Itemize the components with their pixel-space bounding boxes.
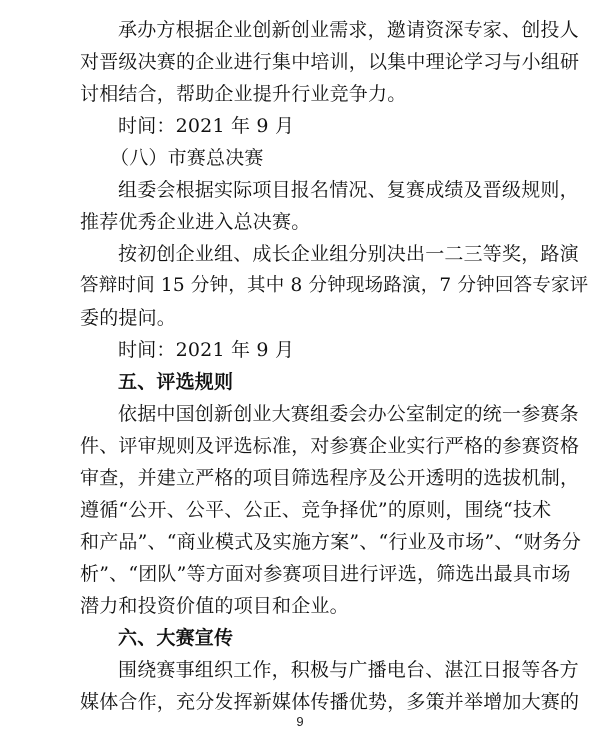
paragraph-line: 围绕赛事组织工作，积极与广播电台、湛江日报等各方 <box>118 659 579 681</box>
paragraph-line: 组委会根据实际项目报名情况、复赛成绩及晋级规则， <box>118 179 579 201</box>
paragraph-line: 答辩时间 15 分钟，其中 8 分钟现场路演，7 分钟回答专家评 <box>80 275 589 296</box>
paragraph-line: 对晋级决赛的企业进行集中培训，以集中理论学习与小组研 <box>80 51 580 73</box>
paragraph-line: 依据中国创新创业大赛组委会办公室制定的统一参赛条 <box>118 403 579 425</box>
paragraph-line: 承办方根据企业创新创业需求，邀请资深专家、创投人 <box>118 19 579 41</box>
paragraph-line: 按初创企业组、成长企业组分别决出一二三等奖，路演 <box>118 243 579 265</box>
paragraph-line: 推荐优秀企业进入总决赛。 <box>80 211 311 233</box>
date-line: 时间：2021 年 9 月 <box>118 339 295 361</box>
paragraph-line: 遵循“公开、公平、公正、竞争择优”的原则，围绕“技术 <box>80 499 552 521</box>
paragraph-line: 析”、“团队”等方面对参赛项目进行评选，筛选出最具市场 <box>80 563 571 585</box>
page-number: 9 <box>296 714 304 729</box>
paragraph-line: 和产品”、“商业模式及实施方案”、“行业及市场”、“财务分 <box>80 531 582 553</box>
paragraph-line: 潜力和投资价值的项目和企业。 <box>80 595 349 617</box>
section-heading: 五、评选规则 <box>118 371 234 393</box>
paragraph-line: 委的提问。 <box>80 307 177 329</box>
paragraph-line: 讨相结合，帮助企业提升行业竞争力。 <box>80 83 407 105</box>
subsection-heading: （八）市赛总决赛 <box>110 147 264 169</box>
paragraph-line: 件、评审规则及评选标准，对参赛企业实行严格的参赛资格 <box>80 435 580 457</box>
section-heading: 六、大赛宣传 <box>118 627 234 649</box>
paragraph-line: 媒体合作，充分发挥新媒体传播优势，多策并举增加大赛的 <box>80 691 580 713</box>
paragraph-line: 审查，并建立严格的项目筛选程序及公开透明的选拔机制， <box>80 467 580 489</box>
date-line: 时间：2021 年 9 月 <box>118 115 295 137</box>
